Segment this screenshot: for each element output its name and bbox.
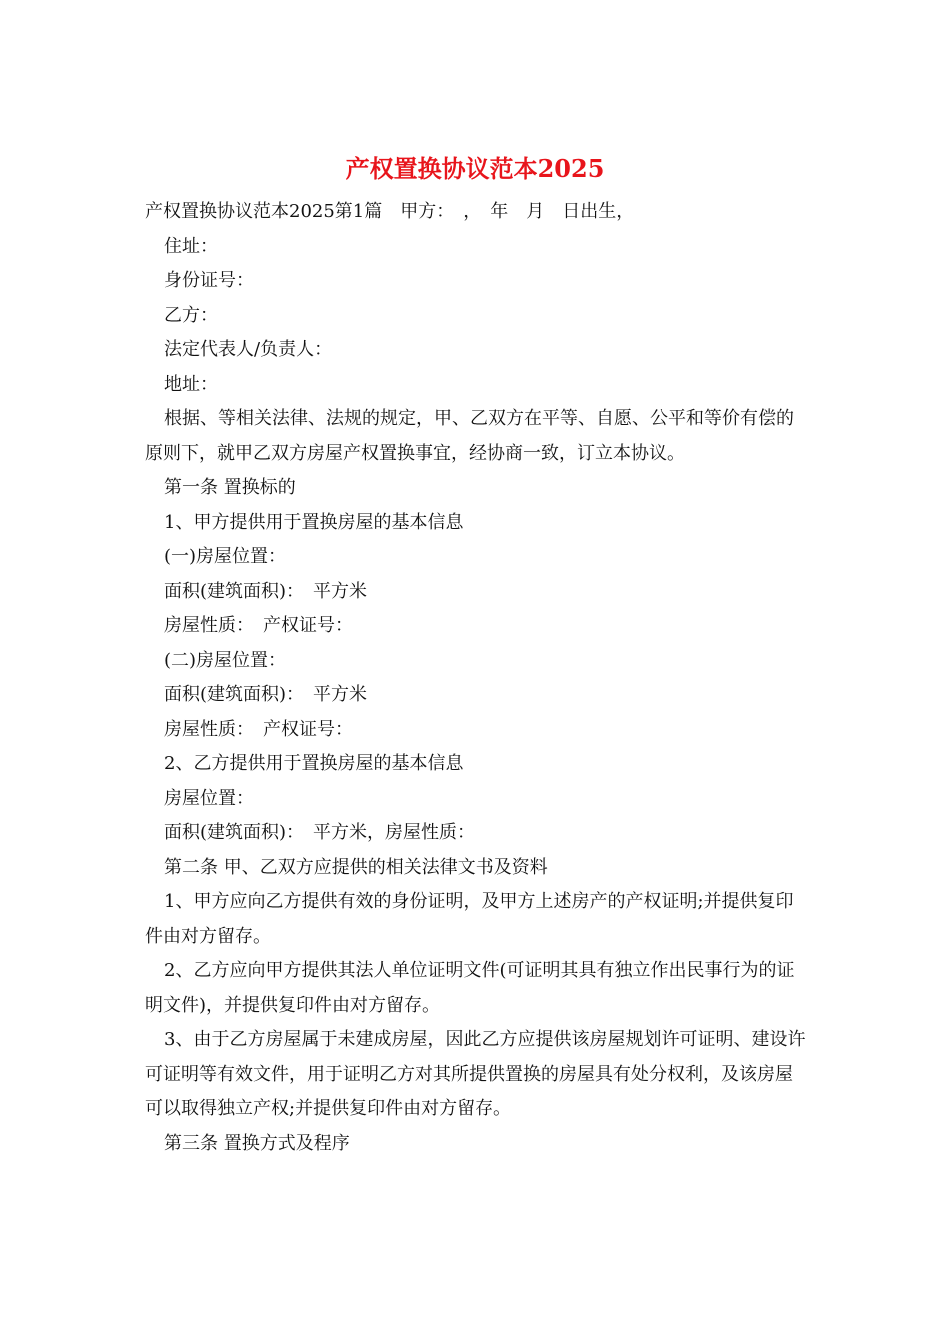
article-3-heading: 第三条 置换方式及程序 — [164, 1132, 350, 1154]
paragraph-item: 房屋性质： 产权证号： — [164, 615, 353, 636]
paragraph-preamble: 根据、等相关法律、法规的规定，甲、乙双方在平等、自愿、公平和等价有偿的原则下，就甲乙双方房屋产权置换事宜，经协商一致，订立本协议。 — [145, 408, 794, 464]
paragraph-item: 1、甲方提供用于置换房屋的基本信息 — [164, 511, 464, 533]
paragraph-item: 2、乙方应向甲方提供其法人单位证明文件(可证明其具有独立作出民事行为的证明文件)，并提供复印件由对方留存。 — [145, 960, 795, 1016]
paragraph-item: 房屋位置： — [164, 787, 254, 809]
paragraph-party-b: 乙方： — [164, 304, 218, 326]
paragraph-item: 2、乙方提供用于置换房屋的基本信息 — [164, 753, 464, 774]
paragraph-address: 住址： — [164, 235, 218, 257]
article-1-heading: 第一条 置换标的 — [164, 477, 296, 498]
document-body — [145, 195, 810, 1161]
paragraph-item: 面积(建筑面积)： 平方米 — [164, 684, 368, 705]
paragraph-legal-representative: 法定代表人/负责人： — [164, 339, 333, 360]
paragraph-item: 面积(建筑面积)： 平方米，房屋性质： — [164, 822, 476, 843]
article-2-heading: 第二条 甲、乙双方应提供的相关法律文书及资料 — [164, 856, 548, 878]
paragraph-party-b-address: 地址： — [164, 373, 218, 395]
paragraph-item: 房屋性质： 产权证号： — [164, 718, 353, 740]
paragraph-item: (二)房屋位置： — [164, 649, 287, 671]
paragraph-item: 1、甲方应向乙方提供有效的身份证明，及甲方上述房产的产权证明;并提供复印件由对方留存。 — [145, 891, 794, 947]
paragraph-item: 3、由于乙方房屋属于未建成房屋，因此乙方应提供该房屋规划许可证明、建设许可证明等有效文件，用于证明乙方对其所提供置换的房屋具有处分权利，及该房屋可以取得独立产权;并提供复印件由对方留存。 — [145, 1029, 806, 1119]
paragraph-item: (一)房屋位置： — [164, 546, 287, 567]
paragraph-intro: 产权置换协议范本2025第1篇 甲方： ， 年 月 日出生， — [145, 201, 635, 222]
document-title: 产权置换协议范本2025 — [345, 154, 605, 183]
paragraph-item: 面积(建筑面积)： 平方米 — [164, 580, 368, 602]
paragraph-id-number: 身份证号： — [164, 270, 254, 291]
